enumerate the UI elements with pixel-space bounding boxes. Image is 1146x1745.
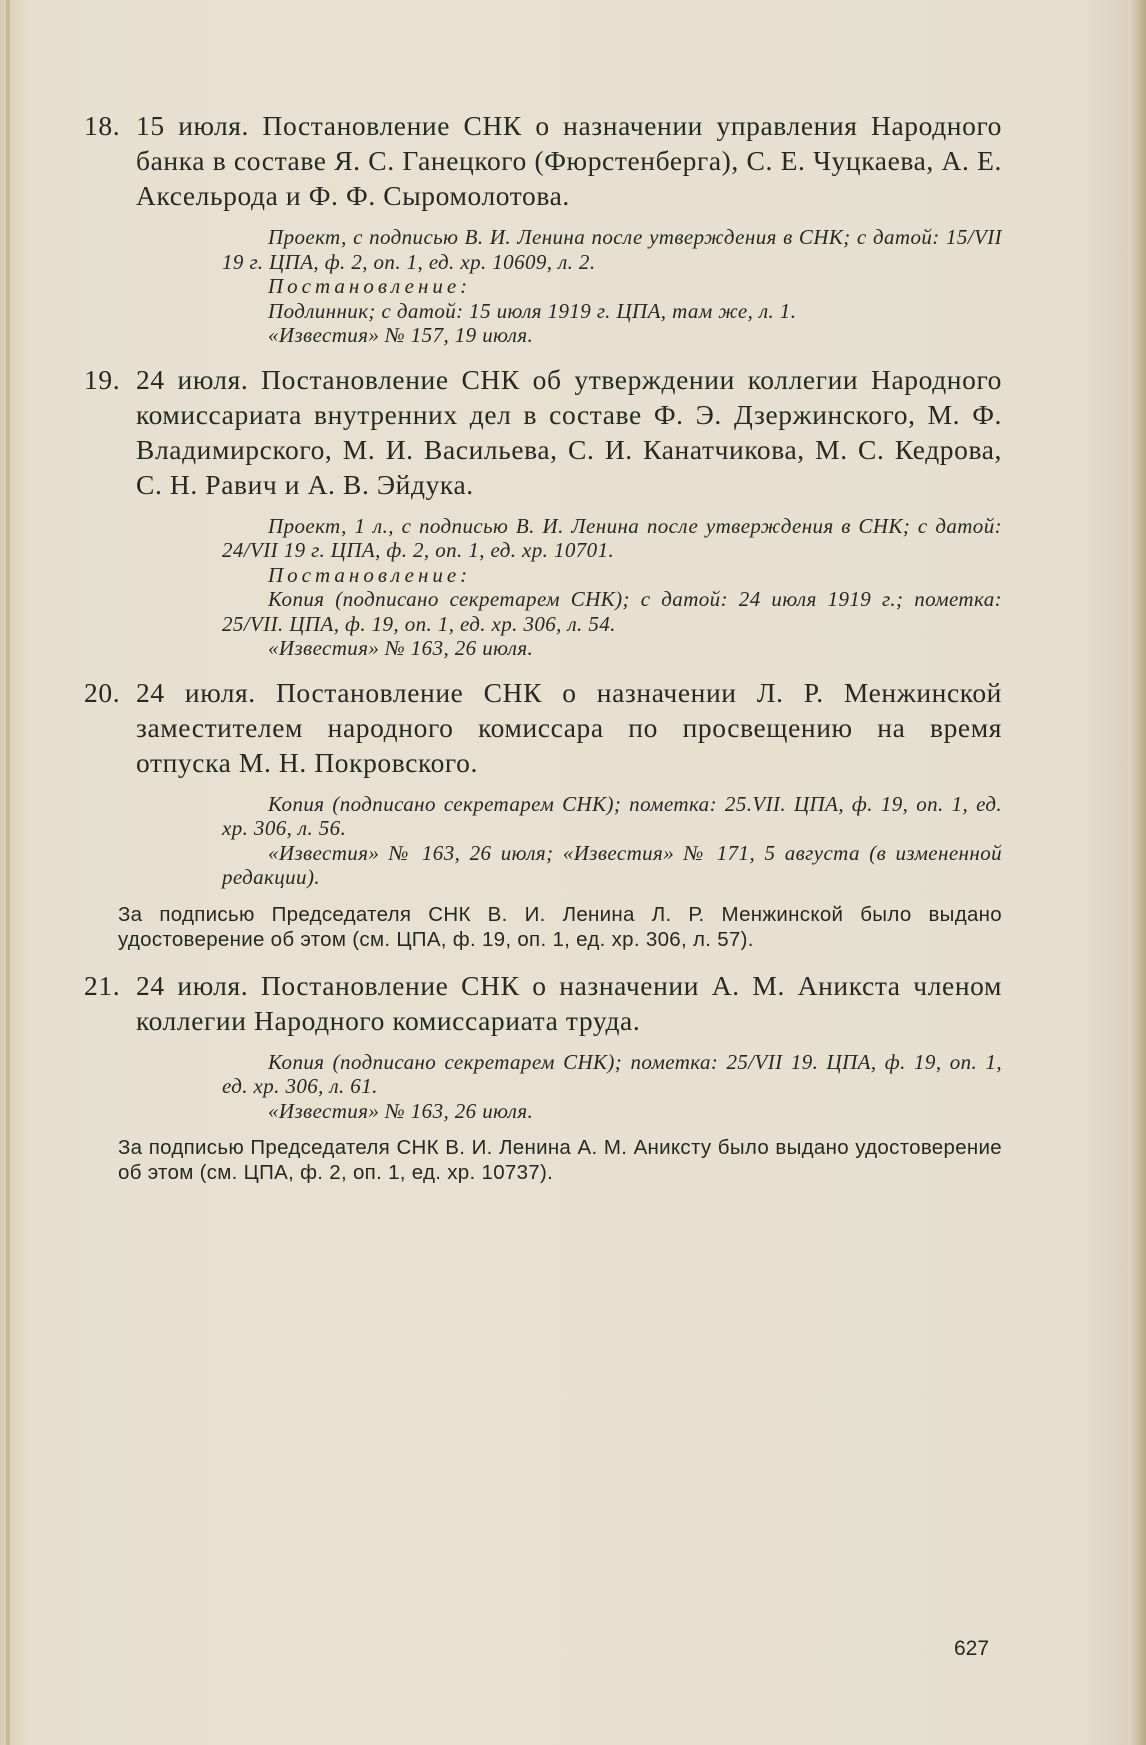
page-left-edge (6, 0, 10, 1745)
page-right-edge (1128, 0, 1146, 1745)
entry-number: 20. (84, 676, 121, 708)
entry-sources (84, 792, 1002, 890)
source-line: Подлинник; с датой: 15 июля 1919 г. ЦПА, там же, л. 1. (268, 298, 797, 323)
entry-number: 21. (84, 969, 121, 1001)
entry-heading-text: 24 июля. Постановление СНК о назначении Л. Р. Менжинской заместителем народного комиссара по просвещению на время отпуска М. Н. Покровского. (136, 676, 1002, 778)
source-line: Копия (подписано секретарем СНК); пометка: 25.VII. ЦПА, ф. 19, оп. 1, ед. хр. 306, л. 56. (222, 791, 1002, 840)
entry-note: За подписью Председателя СНК В. И. Ленина А. М. Аниксту было выдано удостоверение об этом (см. ЦПА, ф. 2, оп. 1, ед. хр. 10737). (118, 1136, 1002, 1184)
entry-heading (84, 675, 1002, 780)
source-line: «Известия» № 163, 26 июля. (268, 1098, 534, 1123)
entry-number: 19. (84, 363, 121, 395)
source-line: Копия (подписано секретарем СНК); с датой: 24 июля 1919 г.; пометка: 25/VII. ЦПА, ф. 19, оп. 1, ед. хр. 306, л. 54. (222, 587, 1002, 636)
entry-19 (84, 362, 1002, 661)
entry-sources (84, 1050, 1002, 1124)
source-label: Постановление: (268, 562, 472, 587)
entry-sources (84, 514, 1002, 661)
entry-sources (84, 225, 1002, 348)
entry-20 (84, 675, 1002, 952)
source-line: «Известия» № 163, 26 июля. (268, 636, 534, 660)
source-line: «Известия» № 157, 19 июля. (268, 323, 534, 347)
source-line: «Известия» № 163, 26 июля; «Известия» № 171, 5 августа (в измененной редакции). (222, 840, 1002, 889)
source-line: Проект, с подписью В. И. Ленина после утверждения в СНК; с датой: 15/VII 19 г. ЦПА, ф. 2, оп. 1, ед. хр. 10609, л. 2. (222, 225, 1002, 274)
page-number: 627 (954, 1637, 990, 1660)
entry-heading (84, 108, 1002, 213)
entry-heading-text: 24 июля. Постановление СНК о назначении А. М. Аникста членом коллегии Народного комиссариата труда. (136, 969, 1002, 1036)
entry-note: За подписью Председателя СНК В. И. Ленина Л. Р. Менжинской было выдано удостоверение об этом (см. ЦПА, ф. 19, оп. 1, ед. хр. 306, л. 57). (118, 902, 1002, 951)
source-label: Постановление: (268, 274, 472, 298)
source-line: Проект, 1 л., с подписью В. И. Ленина после утверждения в СНК; с датой: 24/VII 19 г. ЦПА, ф. 2, оп. 1, ед. хр. 10701. (222, 513, 1002, 562)
entry-heading (84, 968, 1002, 1038)
entry-heading (84, 362, 1002, 502)
document-content (84, 108, 1002, 1201)
entry-21 (84, 968, 1002, 1186)
source-line: Копия (подписано секретарем СНК); пометка: 25/VII 19. ЦПА, ф. 19, оп. 1, ед. хр. 306, л. 61. (222, 1049, 1002, 1098)
entry-heading-text: 15 июля. Постановление СНК о назначении управления Народного банка в составе Я. С. Ганецкого (Фюрстенберга), С. Е. Чуцкаева, А. Е. Аксельрода и Ф. Ф. Сыромолотова. (136, 110, 1002, 211)
entry-number: 18. (84, 110, 121, 141)
entry-18 (84, 108, 1002, 348)
entry-heading-text: 24 июля. Постановление СНК об утверждении коллегии Народного комиссариата внутренних дел в составе Ф. Э. Дзержинского, М. Ф. Владимирского, М. И. Васильева, С. И. Канатчикова, М. С. Кедрова, С. Н. Равич и А. В. Эйдука. (136, 363, 1002, 500)
